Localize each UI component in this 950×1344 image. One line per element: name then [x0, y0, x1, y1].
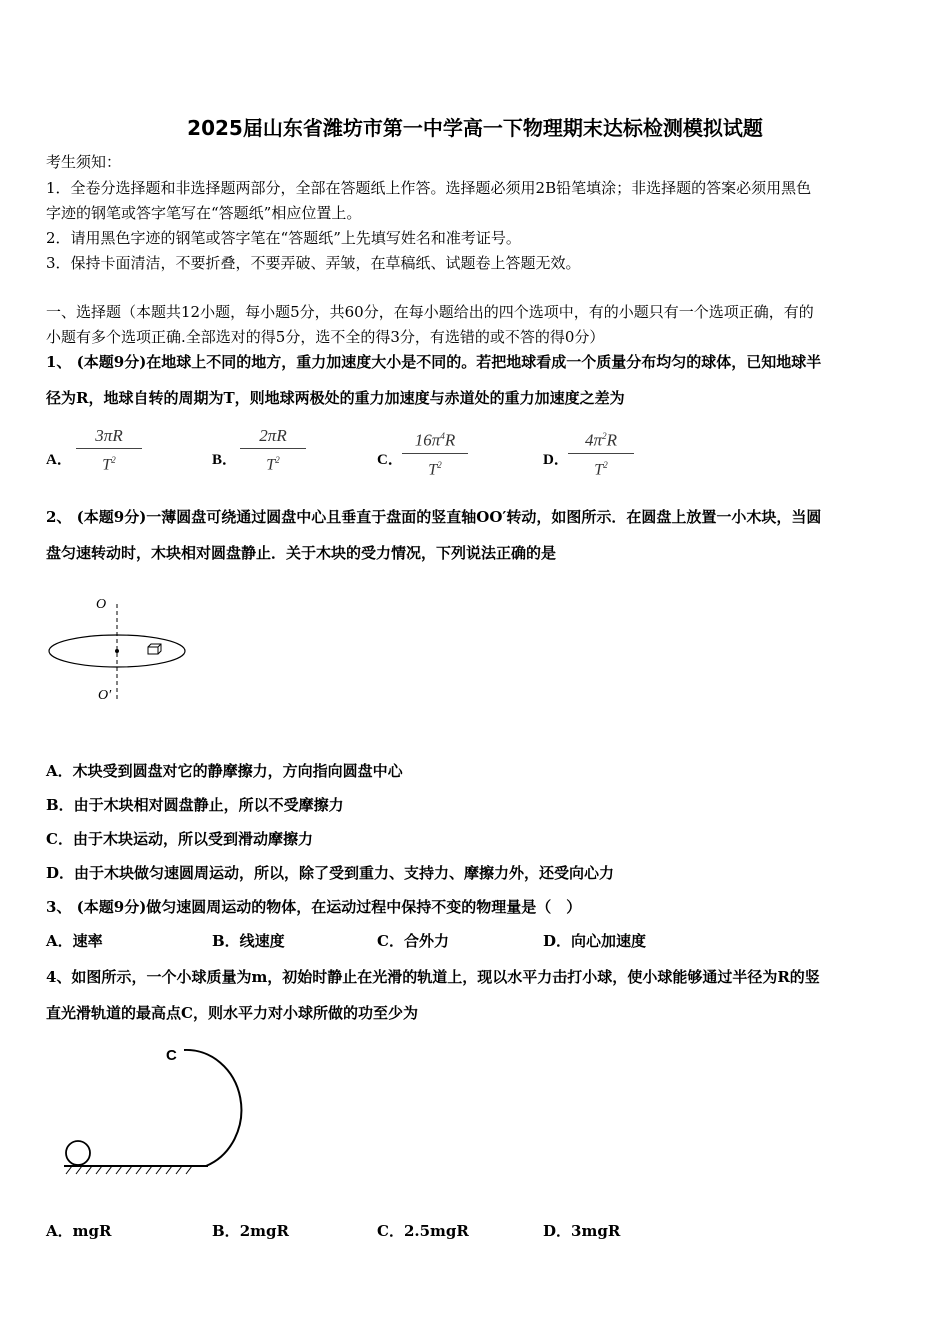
ball [66, 1141, 90, 1165]
q3-stem: 3、 (本题9分)做匀速圆周运动的物体，在运动过程中保持不变的物理量是（ ） [46, 898, 582, 916]
q1-fraction-c: $16\pi^4R$ $T^2$ [400, 425, 470, 480]
q2-stem-line2: 盘匀速转动时，木块相对圆盘静止．关于木块的受力情况，下列说法正确的是 [46, 544, 557, 562]
q4-option-label: A． [46, 1222, 73, 1240]
q1-fraction-a: 3πR $T^2$ [74, 425, 144, 475]
q4-option-text: 2mgR [239, 1222, 289, 1240]
q1-option-label: D． [543, 452, 569, 468]
q1-option-label: A． [46, 452, 72, 468]
q1-option-label: C． [377, 452, 403, 468]
q4-option-text: 3mgR [571, 1222, 621, 1240]
q4-option-label: B． [212, 1222, 240, 1240]
disk-center [115, 649, 119, 653]
q4-stem-line1: 4、如图所示，一个小球质量为m，初始时静止在光滑的轨道上，现以水平力击打小球，使小球能够通过半径为R的竖 [46, 968, 820, 986]
q4-option-c[interactable] [377, 1221, 469, 1241]
q1-option-label: B． [212, 452, 238, 468]
q1-option-d[interactable] [543, 449, 569, 470]
q1-fraction-d: $4\pi^2R$ $T^2$ [566, 425, 636, 480]
q4-option-b[interactable] [212, 1221, 289, 1241]
loop-track-figure [56, 1040, 266, 1180]
q4-option-label: D． [543, 1222, 572, 1240]
rotating-disk-figure [44, 592, 194, 712]
q1-stem-line2: 径为R，地球自转的周期为T，则地球两极处的重力加速度与赤道处的重力加速度之差为 [46, 389, 625, 407]
notice-item-1-cont: 字迹的钢笔或答字笔写在“答题纸”相应位置上。 [46, 204, 362, 222]
wood-block [148, 644, 161, 654]
circular-track [184, 1050, 241, 1166]
q3-option-c[interactable]: C．合外力 [377, 932, 449, 950]
q3-option-b[interactable]: B．线速度 [212, 932, 285, 950]
q2-option-a[interactable]: A．木块受到圆盘对它的静摩擦力，方向指向圆盘中心 [46, 762, 403, 780]
q3-option-a[interactable]: A．速率 [46, 932, 103, 950]
q4-option-text: 2.5mgR [403, 1222, 469, 1240]
q1-fraction-b: 2πR $T^2$ [238, 425, 308, 475]
q2-stem-line1: 2、 (本题9分)一薄圆盘可绕通过圆盘中心且垂直于盘面的竖直轴OO′转动，如图所示．在圆盘上放置一小木块，当圆 [46, 508, 822, 526]
q1-option-a[interactable] [46, 449, 72, 470]
q1-stem-line1: 1、 (本题9分)在地球上不同的地方，重力加速度大小是不同的。若把地球看成一个质量分布均匀的球体，已知地球半 [46, 353, 822, 371]
q4-option-label: C． [377, 1222, 404, 1240]
q4-stem-line2: 直光滑轨道的最高点C，则水平力对小球所做的功至少为 [46, 1004, 418, 1022]
section-instructions-line2: 小题有多个选项正确.全部选对的得5分，选不全的得3分，有选错的或不答的得0分） [46, 328, 605, 346]
q3-option-d[interactable]: D．向心加速度 [543, 932, 647, 950]
q2-option-b[interactable]: B．由于木块相对圆盘静止，所以不受摩擦力 [46, 796, 344, 814]
ground-hatching [66, 1166, 192, 1174]
section-instructions-line1: 一、选择题（本题共12小题，每小题5分，共60分，在每小题给出的四个选项中，有的小题只有一个选项正确，有的 [46, 303, 814, 321]
notice-heading: 考生须知： [46, 153, 122, 171]
q1-option-c[interactable] [377, 449, 403, 470]
q4-option-d[interactable] [543, 1221, 620, 1241]
q1-option-b[interactable] [212, 449, 237, 470]
q4-option-text: mgR [72, 1222, 112, 1240]
axis-label-top: O [96, 597, 107, 612]
q2-option-c[interactable]: C．由于木块运动，所以受到滑动摩擦力 [46, 830, 313, 848]
axis-label-bottom: O′ [98, 688, 112, 703]
top-point-label: C [166, 1047, 177, 1064]
q2-option-d[interactable]: D．由于木块做匀速圆周运动，所以，除了受到重力、支持力、摩擦力外，还受向心力 [46, 864, 615, 882]
page-title: 2025届山东省潍坊市第一中学高一下物理期末达标检测模拟试题 [187, 116, 763, 140]
q4-option-a[interactable] [46, 1221, 111, 1241]
notice-item-2: 2．请用黑色字迹的钢笔或答字笔在“答题纸”上先填写姓名和准考证号。 [46, 229, 521, 247]
notice-item-1: 1．全卷分选择题和非选择题两部分，全部在答题纸上作答。选择题必须用2B铅笔填涂；非选择题的答案必须用黑色 [46, 179, 812, 197]
notice-item-3: 3．保持卡面清洁，不要折叠，不要弄破、弄皱，在草稿纸、试题卷上答题无效。 [46, 254, 581, 272]
